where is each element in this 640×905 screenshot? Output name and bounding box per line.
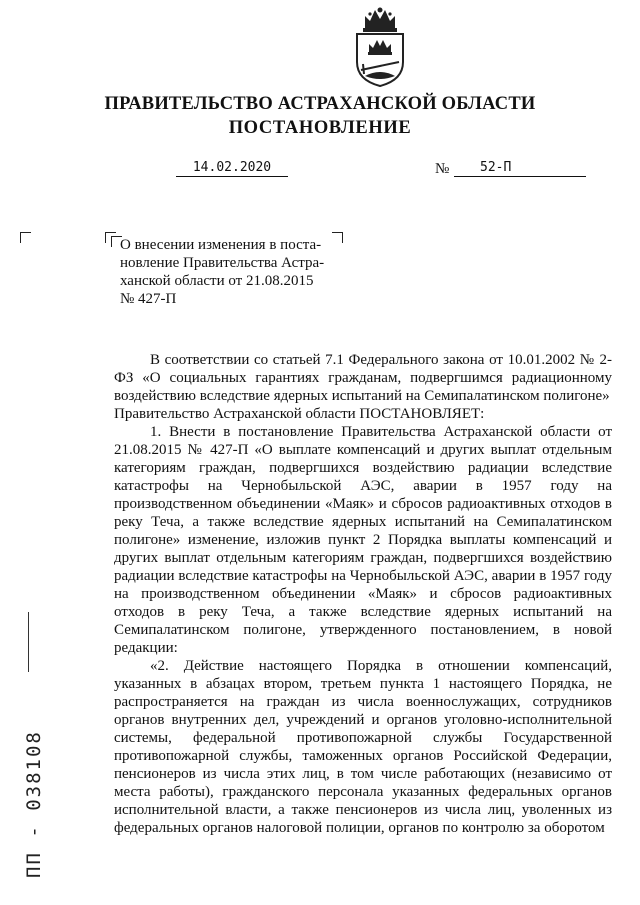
subject-line: № 427-П bbox=[120, 291, 177, 307]
number-sign: № bbox=[435, 161, 450, 177]
document-date: 14.02.2020 bbox=[176, 160, 288, 177]
form-serial-number bbox=[10, 650, 50, 880]
document-type: ПОСТАНОВЛЕНИЕ bbox=[228, 118, 412, 138]
coat-of-arms-icon bbox=[351, 6, 409, 88]
preamble-paragraph: В соответствии со статьей 7.1 Федерального закона от 10.01.2002 № 2-ФЗ «О социальных гарантиях гражданам, подвергшимся радиационному воздействию вследствие ядерных испытаний на Семипалатинском полигоне» bbox=[114, 352, 612, 404]
item-2-paragraph: «2. Действие настоящего Порядка в отношении компенсаций, указанных в абзацах втором, третьем пункта 1 настоящего Порядка, не распространяется на граждан из числа военнослужащих, сотрудников органов внутренних дел, учреждений и органов уголовно-исполнительной системы, федеральной противопожарной службы Государственной противопожарной службы, таможенных органов Российской Федерации, пенсионеров из числа этих лиц, в том числе работающих (независимо от места работы), гражданского персонала указанных федеральных органов исполнительной власти, а также пенсионеров из числа лиц, уволенных из федеральных органов налоговой полиции, органов по контролю за оборотом bbox=[114, 658, 612, 836]
government-title: ПРАВИТЕЛЬСТВО АСТРАХАНСКОЙ ОБЛАСТИ bbox=[104, 94, 536, 114]
left-corner-mark bbox=[20, 232, 31, 243]
subject-line: ханской области от 21.08.2015 bbox=[120, 273, 314, 289]
document-subject bbox=[120, 236, 338, 308]
form-serial-text: ПП - 038108 bbox=[23, 730, 45, 878]
document-number: 52-П bbox=[454, 160, 586, 177]
item-1-paragraph: 1. Внести в постановление Правительства Астраханской области от 21.08.2015 № 427-П «О выплате компенсаций и других выплат отдельным категориям граждан, подвергшихся воздействию радиации вследствие катастрофы на Чернобыльской АЭС, аварии в 1957 году на производственном объединении «Маяк» и сбросов радиоактивных отходов в реку Теча, а также вследствие ядерных испытаний на Семипалатинском полигоне» изменение, изложив пункт 2 Порядка выплаты компенсаций и других выплат отдельным категориям граждан, подвергшихся воздействию радиации вследствие катастрофы на Чернобыльской АЭС, аварии в 1957 году на производственном объединении «Маяк» и сбросов радиоактивных отходов в реку Теча, а также вследствие ядерных испытаний на Семипалатинском полигоне, утвержденного постановлением, в новой редакции: bbox=[114, 424, 612, 656]
subject-line: О внесении изменения в поста- bbox=[120, 237, 322, 253]
subject-line: новление Правительства Астра- bbox=[120, 255, 325, 271]
resolves-paragraph: Правительство Астраханской области ПОСТАНОВЛЯЕТ: bbox=[114, 406, 485, 422]
document-body bbox=[114, 351, 612, 837]
